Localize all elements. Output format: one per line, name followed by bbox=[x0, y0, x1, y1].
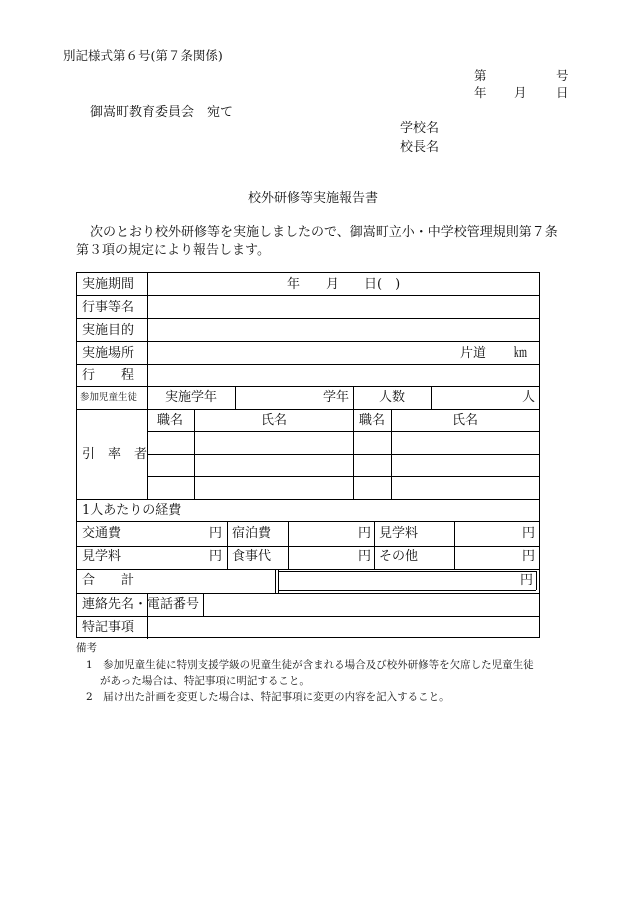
col-line bbox=[353, 409, 354, 499]
intro-line-2: 第３項の規定により報告します。 bbox=[76, 243, 270, 258]
col-line bbox=[353, 386, 354, 409]
col-line bbox=[275, 569, 276, 593]
period-month: 月 bbox=[326, 277, 340, 292]
report-table bbox=[76, 272, 540, 638]
students-label: 参加児童生徒 bbox=[80, 392, 138, 403]
school-name-label: 学校名 bbox=[400, 121, 440, 136]
lodging-label: 宿泊費 bbox=[232, 526, 272, 541]
date-year: 年 bbox=[474, 85, 487, 100]
cost-header: 1人あたりの経費 bbox=[82, 503, 182, 518]
number-suffix: 号 bbox=[556, 68, 569, 83]
event-label: 行事等名 bbox=[82, 300, 135, 315]
col-line bbox=[147, 409, 148, 499]
row-line bbox=[147, 476, 539, 477]
count-label: 人数 bbox=[379, 390, 406, 405]
meal-yen: 円 bbox=[358, 549, 372, 564]
row-line bbox=[77, 569, 539, 570]
col-line bbox=[147, 273, 148, 409]
leader-name-header-2: 氏名 bbox=[452, 413, 479, 428]
row-line bbox=[278, 590, 536, 591]
itinerary-label: 行 程 bbox=[82, 368, 135, 383]
note-1-line-2: があった場合は、特記事項に明記すること。 bbox=[100, 675, 310, 687]
visit-fee-yen-2: 円 bbox=[209, 549, 223, 564]
intro-line-1: 次のとおり校外研修等を実施しましたので、御嵩町立小・中学校管理規則第７条 bbox=[90, 225, 558, 240]
period-label: 実施期間 bbox=[82, 277, 135, 292]
one-way-label: 片道 bbox=[460, 346, 487, 361]
count-unit: 人 bbox=[522, 390, 536, 405]
contact-label: 連絡先名・電話番号 bbox=[82, 597, 200, 612]
notes-heading: 備考 bbox=[76, 642, 97, 654]
col-line bbox=[391, 409, 392, 499]
grade-unit: 学年 bbox=[323, 390, 350, 405]
page-title: 校外研修等実施報告書 bbox=[248, 191, 379, 206]
col-line bbox=[454, 521, 455, 569]
row-line bbox=[278, 571, 536, 572]
visit-fee-label-1: 見学料 bbox=[379, 526, 419, 541]
row-line bbox=[77, 499, 539, 500]
col-line bbox=[235, 386, 236, 409]
period-year: 年 bbox=[287, 277, 301, 292]
visit-fee-yen-1: 円 bbox=[522, 526, 536, 541]
row-line bbox=[77, 546, 539, 547]
note-2: 2 届け出た計画を変更した場合は、特記事項に変更の内容を記入すること。 bbox=[86, 691, 450, 703]
place-label: 実施場所 bbox=[82, 346, 135, 361]
principal-name-label: 校長名 bbox=[400, 140, 440, 155]
col-line bbox=[288, 521, 289, 569]
lodging-yen: 円 bbox=[358, 526, 372, 541]
total-yen: 円 bbox=[520, 573, 534, 588]
purpose-label: 実施目的 bbox=[82, 323, 135, 338]
other-label: その他 bbox=[379, 549, 419, 564]
special-notes-label: 特記事項 bbox=[82, 620, 135, 635]
col-line bbox=[203, 593, 204, 616]
col-line bbox=[536, 571, 537, 590]
grade-label: 実施学年 bbox=[165, 390, 218, 405]
leaders-label: 引 率 者 bbox=[82, 447, 148, 462]
period-day: 日( ) bbox=[364, 277, 401, 292]
other-yen: 円 bbox=[522, 549, 536, 564]
meal-label: 食事代 bbox=[232, 549, 272, 564]
number-prefix: 第 bbox=[474, 68, 487, 83]
transport-label: 交通費 bbox=[82, 526, 122, 541]
date-day: 日 bbox=[556, 85, 569, 100]
row-line bbox=[147, 454, 539, 455]
form-label: 別記様式第６号(第７条関係) bbox=[63, 48, 223, 63]
row-line bbox=[77, 521, 539, 522]
leader-position-header-1: 職名 bbox=[157, 413, 184, 428]
total-label: 合 計 bbox=[82, 573, 135, 588]
transport-yen: 円 bbox=[209, 526, 223, 541]
col-line bbox=[194, 409, 195, 499]
leader-name-header-1: 氏名 bbox=[261, 413, 288, 428]
row-line bbox=[147, 431, 539, 432]
leader-position-header-2: 職名 bbox=[359, 413, 386, 428]
col-line bbox=[431, 386, 432, 409]
visit-fee-label-2: 見学料 bbox=[82, 549, 122, 564]
date-month: 月 bbox=[514, 85, 527, 100]
addressee: 御嵩町教育委員会 宛て bbox=[90, 105, 234, 120]
col-line bbox=[227, 521, 228, 569]
km-unit: ㎞ bbox=[514, 346, 528, 361]
col-line bbox=[374, 521, 375, 569]
note-1-line-1: 1 参加児童生徒に特別支援学級の児童生徒が含まれる場合及び校外研修等を欠席した児童生徒 bbox=[86, 659, 534, 671]
